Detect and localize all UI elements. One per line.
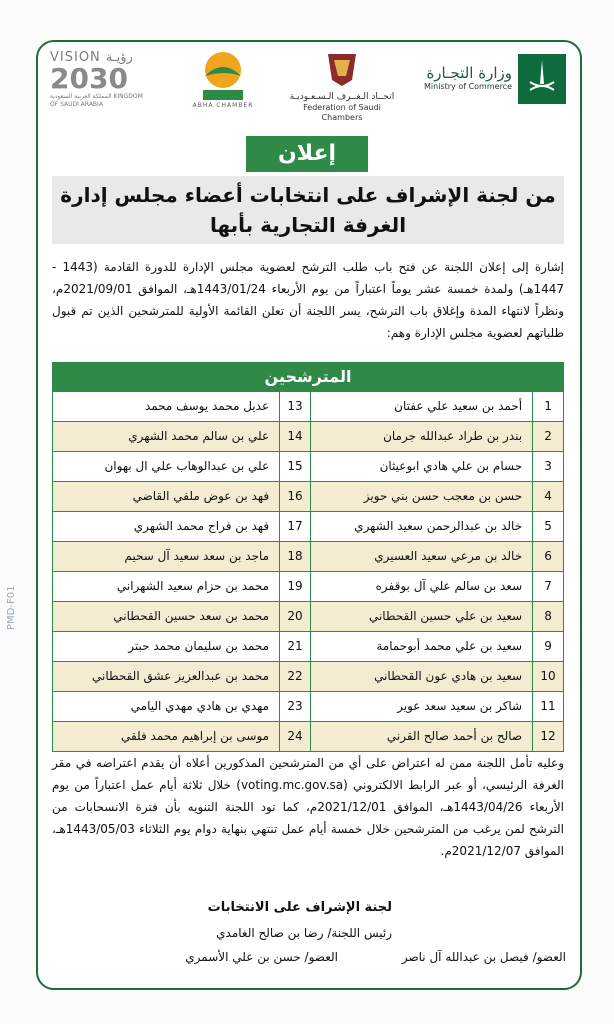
fsc-arabic: اتحــاد الـغــرف الـسـعـوديـة — [289, 92, 395, 102]
candidate-name: شاكر بن سعيد سعد عوير — [310, 692, 532, 722]
candidate-name: بندر بن طراد عبدالله جرمان — [310, 422, 532, 452]
abha-emblem-icon — [195, 50, 251, 102]
candidate-name: حسن بن معجب حسن بني حويز — [310, 482, 532, 512]
signature-member1: العضو/ فيصل بن عبدالله آل ناصر — [401, 950, 566, 964]
intro-paragraph: إشارة إلى إعلان اللجنة عن فتح باب طلب الترشح لعضوية مجلس الإدارة للدورة القادمة (1443 - 1447هـ) ولمدة خمسة عشر يوماً اعتباراً من يوم الأربعاء 1443/01/24هـ، الموافق 2021/09/01م، ونظراً لانتهاء المدة وإغلاق باب الترشح، يسر اللجنة أن تعلن القائمة الأولية للمترشحين الذين تم قبول طلباتهم لعضوية مجلس الإدارة وهم: — [52, 260, 564, 340]
candidate-name: خالد بن مرعي سعيد العسيري — [310, 542, 532, 572]
table-header: المترشحين — [52, 362, 564, 392]
candidate-number: 10 — [532, 662, 564, 692]
moc-english: Ministry of Commerce — [424, 82, 512, 91]
saudi-emblem-icon — [518, 54, 566, 104]
candidate-number: 2 — [532, 422, 564, 452]
candidate-number: 9 — [532, 632, 564, 662]
table-row — [52, 692, 564, 722]
table-row — [52, 722, 564, 752]
candidate-number: 19 — [279, 572, 310, 602]
fsc-english: Federation of Saudi Chambers — [303, 103, 381, 122]
candidate-number: 24 — [279, 722, 310, 752]
candidate-name: حسام بن علي هادي ابوعيثان — [310, 452, 532, 482]
candidate-name: سعيد بن علي محمد أبوحمامة — [310, 632, 532, 662]
vision-year: 2030 — [50, 62, 128, 95]
headline — [52, 176, 564, 244]
headline-line1: من لجنة الإشراف على انتخابات أعضاء مجلس إدارة — [60, 183, 556, 207]
table-row — [52, 602, 564, 632]
candidate-number: 14 — [279, 422, 310, 452]
abha-chamber-logo — [178, 50, 268, 118]
candidate-number: 13 — [279, 392, 310, 422]
vision-top: VISION رؤيـة — [50, 50, 133, 65]
candidate-name: فهد بن فراج محمد الشهري — [52, 512, 279, 542]
table-row — [52, 452, 564, 482]
signature-chair: رئيس اللجنة/ رضا بن صالح الغامدي — [216, 926, 392, 940]
closing-paragraph: وعليه تأمل اللجنة ممن له اعتراض على أي من المترشحين المذكورين أعلاه أن يقدم اعتراضه في مقر الغرفة الرئيسي، أو عبر الرابط الالكتروني (voting.mc.gov.sa) خلال ثلاثة أيام عمل اعتباراً من يوم الأربعاء 1443/04/26هـ، الموافق 2021/12/01م، كما تود اللجنة التنويه بأن فترة الانسحابات من الترشح لمن يرغب من المترشحين خلال خمسة أيام عمل تنتهي بنهاية دوام يوم الثلاثاء 1443/05/03هـ، الموافق 2021/12/07م. — [52, 756, 565, 858]
table-row — [52, 572, 564, 602]
announcement-title: إعلان — [246, 136, 368, 172]
headline-line2: الغرفة التجارية بأبها — [209, 213, 407, 237]
fsc-emblem-icon — [324, 50, 360, 88]
logo-bar — [50, 50, 566, 122]
candidate-name: محمد بن حزام سعيد الشهراني — [52, 572, 279, 602]
candidate-number: 1 — [532, 392, 564, 422]
candidate-name: موسى بن إبراهيم محمد فلقي — [52, 722, 279, 752]
candidate-name: سعيد بن علي حسين القحطاني — [310, 602, 532, 632]
table-row — [52, 482, 564, 512]
candidate-name: علي بن سالم محمد الشهري — [52, 422, 279, 452]
candidate-number: 22 — [279, 662, 310, 692]
candidate-number: 11 — [532, 692, 564, 722]
candidate-number: 3 — [532, 452, 564, 482]
candidate-number: 16 — [279, 482, 310, 512]
candidate-name: سعيد بن هادي عون القحطاني — [310, 662, 532, 692]
candidate-number: 4 — [532, 482, 564, 512]
candidate-name: مهدي بن هادي مهدي اليامي — [52, 692, 279, 722]
table-row — [52, 542, 564, 572]
candidate-name: صالح بن أحمد صالح القرني — [310, 722, 532, 752]
fsc-logo — [282, 50, 402, 122]
candidate-number: 12 — [532, 722, 564, 752]
candidate-name: علي بن عبدالوهاب علي ال بهوان — [52, 452, 279, 482]
signature-member2: العضو/ حسن بن علي الأسمري — [185, 950, 338, 964]
abha-caption: ABHA CHAMBER — [192, 102, 254, 109]
candidate-number: 20 — [279, 602, 310, 632]
candidate-name: سعد بن سالم علي آل بوقفره — [310, 572, 532, 602]
candidate-name: ماجد بن سعد سعيد آل سحيم — [52, 542, 279, 572]
table-row — [52, 512, 564, 542]
candidate-number: 6 — [532, 542, 564, 572]
candidate-number: 23 — [279, 692, 310, 722]
candidate-name: محمد بن سليمان محمد حبتر — [52, 632, 279, 662]
vision-sub: المملكة العربية السعودية KINGDOM OF SAUDI ARABIA — [50, 93, 143, 108]
table-row — [52, 422, 564, 452]
candidate-name: خالد بن عبدالرحمن سعيد الشهري — [310, 512, 532, 542]
moc-logo — [422, 50, 566, 118]
signature-title: لجنة الإشراف على الانتخابات — [207, 900, 392, 915]
candidate-name: أحمد بن سعيد علي عفتان — [310, 392, 532, 422]
candidate-name: محمد بن عبدالعزيز عشق القحطاني — [52, 662, 279, 692]
candidate-number: 8 — [532, 602, 564, 632]
vision-2030-logo — [50, 50, 145, 118]
candidate-name: محمد بن سعد حسين القحطاني — [52, 602, 279, 632]
candidate-number: 7 — [532, 572, 564, 602]
candidate-name: فهد بن عوض ملفي القاضي — [52, 482, 279, 512]
candidate-number: 21 — [279, 632, 310, 662]
table-row — [52, 662, 564, 692]
candidate-number: 18 — [279, 542, 310, 572]
moc-arabic: وزارة التجـارة — [426, 64, 512, 82]
table-row — [52, 632, 564, 662]
candidate-number: 5 — [532, 512, 564, 542]
candidates-table — [52, 362, 564, 752]
candidate-number: 15 — [279, 452, 310, 482]
table-row — [52, 392, 564, 422]
form-code: PMD-F01 — [6, 585, 17, 631]
candidate-name: عديل محمد يوسف محمد — [52, 392, 279, 422]
candidate-number: 17 — [279, 512, 310, 542]
